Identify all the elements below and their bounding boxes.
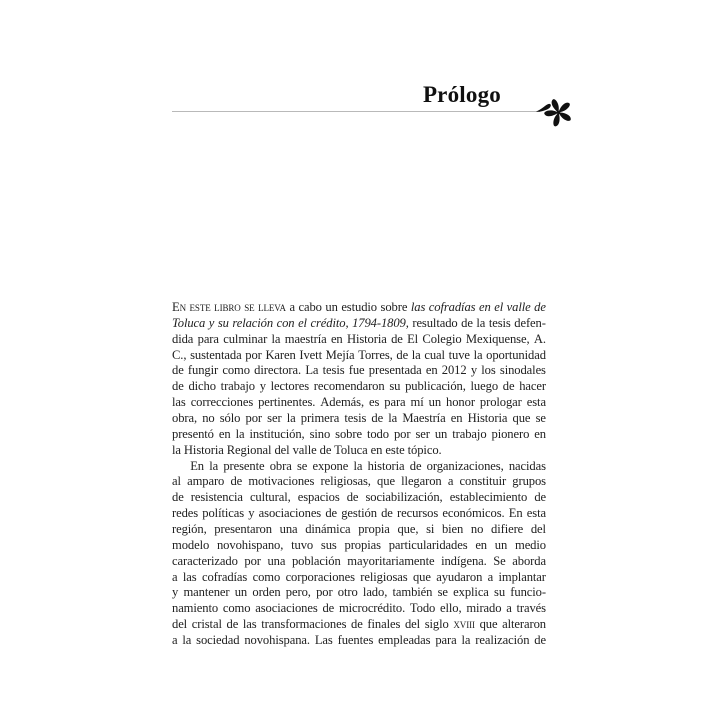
body-text bbox=[172, 300, 546, 649]
text-line: al amparo de motivaciones religiosas, que llegaron a constituir grupos bbox=[172, 474, 546, 489]
paragraph bbox=[172, 300, 546, 459]
text-line: modelo novohispano, tuvo sus propias particularidades en un medio bbox=[172, 537, 546, 552]
text-line: la Historia Regional del valle de Toluca en este tópico. bbox=[172, 442, 442, 457]
header-rule bbox=[172, 111, 540, 112]
text-line: a las cofradías como corporaciones religiosas que ayudaron a implantar bbox=[172, 569, 546, 584]
text-line: las correcciones pertinentes. Además, es para mí un honor prologar esta bbox=[172, 395, 546, 410]
text-line: En este libro se lleva a cabo un estudio sobre las cofradías en el valle de bbox=[172, 300, 546, 314]
text-line: región, presentaron una dinámica propia que, si bien no difiere del bbox=[172, 522, 546, 537]
paragraph bbox=[172, 459, 546, 649]
text-line: namiento como asociaciones de microcrédito. Todo ello, mirado a través bbox=[172, 601, 546, 616]
text-line: de dicho trabajo y lectores recomendaron su publicación, luego de hacer bbox=[172, 379, 546, 394]
text-line: redes políticas y asociaciones de gestión de recursos económicos. En esta bbox=[172, 506, 546, 521]
text-line: C., sustentada por Karen Ivett Mejía Torres, de la cual tuve la oportunidad bbox=[172, 347, 546, 362]
text-line: de fungir como directora. La tesis fue presentada en 2012 y los sinodales bbox=[172, 363, 546, 378]
text-line: En la presente obra se expone la historia de organizaciones, nacidas bbox=[172, 459, 546, 475]
text-line: caracterizado por una población mayoritariamente indígena. Se aborda bbox=[172, 553, 546, 568]
text-line: presentó en la institución, sino sobre todo por ser un trabajo pionero en bbox=[172, 426, 546, 441]
fleuron-icon bbox=[536, 96, 574, 130]
text-line: de resistencia cultural, espacios de sociabilización, establecimiento de bbox=[172, 490, 546, 505]
text-line: y mantener un orden pero, por otro lado, también se explica su funcio- bbox=[172, 585, 546, 600]
text-line: del cristal de las transformaciones de finales del siglo xviii que alteraron bbox=[172, 617, 546, 632]
text-line: a la sociedad novohispana. Las fuentes empleadas para la realización de bbox=[172, 633, 546, 648]
paragraph-indent bbox=[172, 459, 185, 475]
text-line: dida para culminar la maestría en Historia de El Colegio Mexiquense, A. bbox=[172, 331, 546, 346]
text-line: Toluca y su relación con el crédito, 1794-1809, resultado de la tesis defen- bbox=[172, 315, 546, 330]
text-line: obra, no sólo por ser la primera tesis de la Maestría en Historia que se bbox=[172, 411, 546, 426]
page-title: Prólogo bbox=[422, 82, 501, 107]
